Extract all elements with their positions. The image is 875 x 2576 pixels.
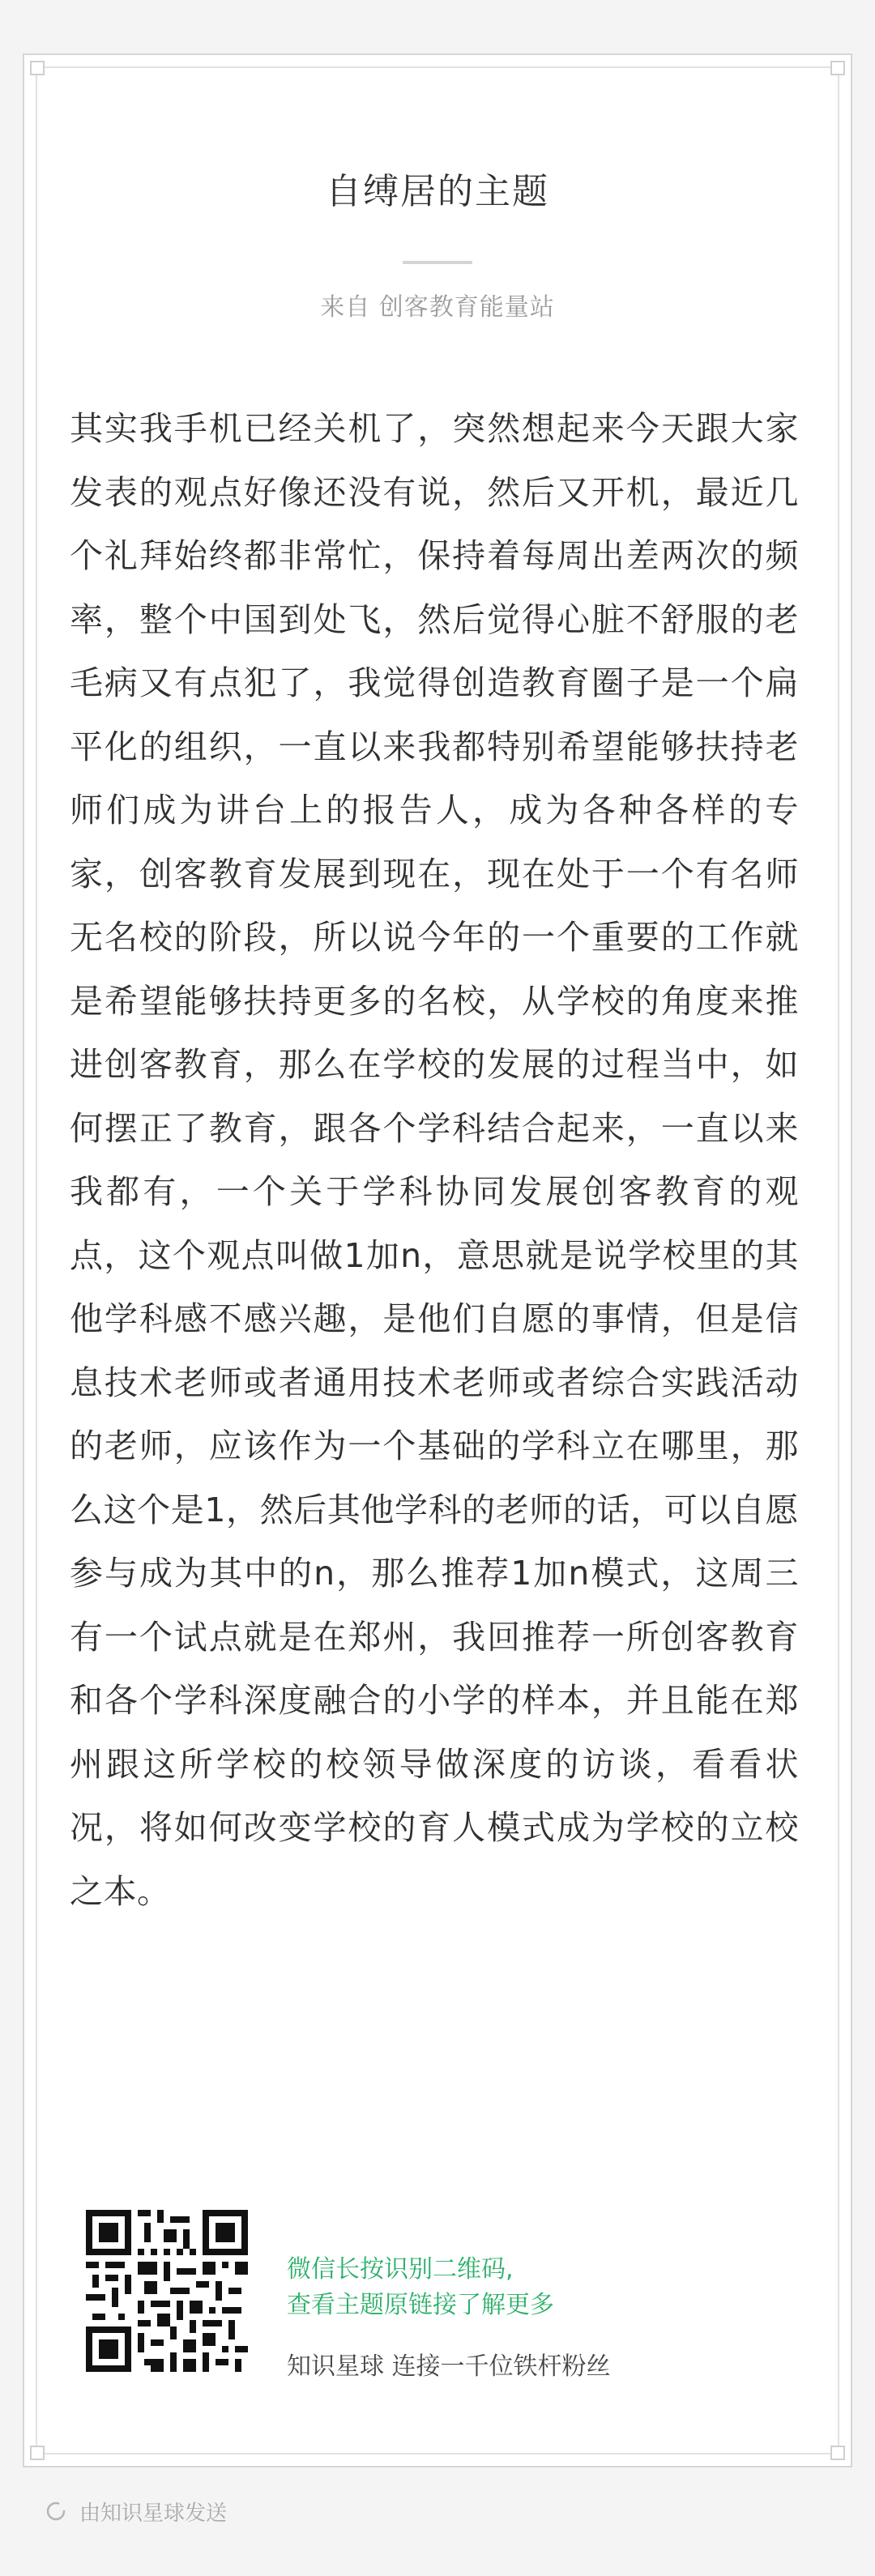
qr-instructions — [287, 2252, 805, 2323]
zsxq-slogan: 知识星球 连接一千位铁杆粉丝 — [287, 2352, 611, 2381]
article-source: 来自 创客教育能量站 — [320, 293, 555, 322]
sent-by-footer — [45, 2495, 227, 2527]
loading-ring-icon — [45, 2501, 66, 2522]
corner-ornament — [30, 61, 45, 75]
corner-ornament — [830, 2446, 845, 2460]
qr-instruction-line-2: 查看主题原链接了解更多 — [287, 2291, 554, 2319]
footer-label: 由知识星球发送 — [79, 2501, 228, 2526]
corner-ornament — [830, 61, 845, 75]
corner-ornament — [30, 2446, 45, 2460]
qr-code-icon[interactable] — [86, 2210, 248, 2372]
title-divider — [403, 261, 472, 264]
article-title: 自缚居的主题 — [326, 171, 549, 212]
qr-instruction-line-1: 微信长按识别二维码, — [287, 2255, 514, 2284]
article-body: 其实我手机已经关机了，突然想起来今天跟大家发表的观点好像还没有说，然后又开机，最近几个礼拜始终都非常忙，保持着每周出差两次的频率，整个中国到处飞，然后觉得心脏不舒服的老毛病又有点犯了，我觉得创造教育圈子是一个扁平化的组织，一直以来我都特别希望能够扶持老师们成为讲台上的报告人，成为各种各样的专家，创客教育发展到现在，现在处于一个有名师无名校的阶段，所以说今年的一个重要的工作就是希望能够扶持更多的名校，从学校的角度来推进创客教育，那么在学校的发展的过程当中，如何摆正了教育，跟各个学科结合起来，一直以来我都有，一个关于学科协同发展创客教育的观点，这个观点叫做1加n，意思就是说学校里的其他学科感不感兴趣，是他们自愿的事情，但是信息技术老师或者通用技术老师或者综合实践活动的老师，应该作为一个基础的学科立在哪里，那么这个是1，然后其他学科的老师的话，可以自愿参与成为其中的n，那么推荐1加n模式，这周三有一个试点就是在郑州，我回推荐一所创客教育和各个学科深度融合的小学的样本，并且能在郑州跟这所学校的校领导做深度的访谈，看看状况，将如何改变学校的育人模式成为学校的立校之本。 — [70, 409, 799, 1911]
